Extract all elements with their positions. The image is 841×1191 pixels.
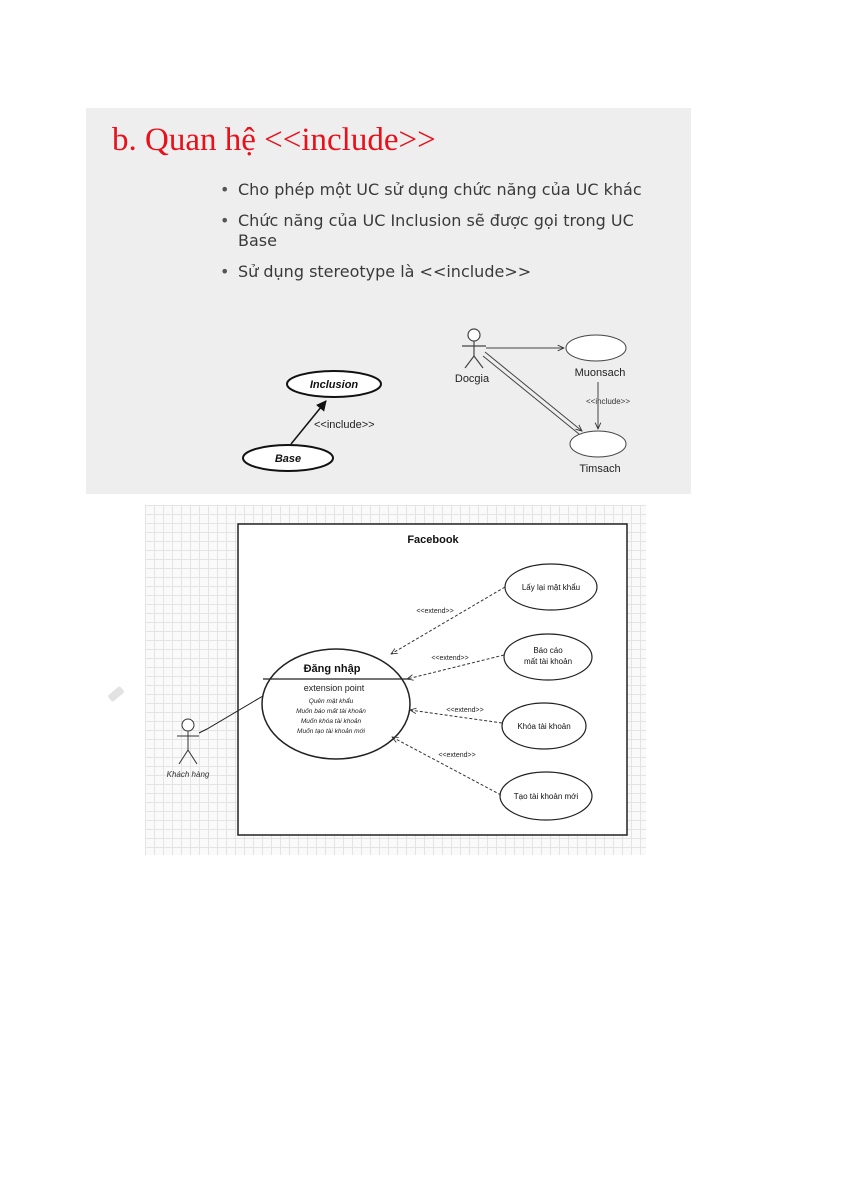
association-timsach-b <box>483 356 579 434</box>
actor-label-docgia: Docgia <box>454 373 490 385</box>
generic-include-diagram <box>243 371 381 471</box>
base-label: Base <box>274 453 302 465</box>
usecase-label-muonsach: Muonsach <box>574 367 626 379</box>
include-arrow-label: <<include>> <box>314 419 375 431</box>
usecase-title-dang-nhap: Đăng nhập <box>303 663 361 675</box>
margin-mark <box>107 686 124 702</box>
bullet-item: • Sử dụng stereotype là <<include>> <box>220 262 660 282</box>
extension-point-heading: extension point <box>303 683 365 693</box>
actor-icon <box>462 329 486 368</box>
usecase-label: Báo cáo <box>533 646 563 655</box>
extension-point-item: Muốn tạo tài khoản mới <box>297 728 365 735</box>
slide-diagrams <box>86 108 691 494</box>
facebook-usecase-diagram <box>145 505 646 855</box>
library-include-diagram <box>455 329 630 475</box>
extend-label: <<extend>> <box>446 707 484 714</box>
usecase-label: mất tài khoản <box>523 657 573 666</box>
extend-label: <<extend>> <box>438 752 476 759</box>
bullet-item: • Cho phép một UC sử dụng chức năng của UC khác <box>220 180 660 200</box>
extension-point-item: Quên mật khẩu <box>308 698 354 705</box>
actor-icon <box>177 719 199 764</box>
usecase-label: Tạo tài khoản mới <box>513 792 579 801</box>
slide-title: b. Quan hệ <<include>> <box>112 122 436 158</box>
usecase-label: Khóa tài khoản <box>517 722 571 731</box>
usecase-label-timsach: Timsach <box>579 463 621 475</box>
usecase-timsach <box>570 431 626 457</box>
association-timsach-a <box>485 352 582 431</box>
slide-include-relationship <box>86 108 691 494</box>
usecase-label: Lấy lại mật khẩu <box>521 583 581 592</box>
extension-point-item: Muốn báo mất tài khoản <box>296 708 366 715</box>
facebook-diagram-svg <box>145 505 646 855</box>
bullet-item: • Chức năng của UC Inclusion sẽ được gọi trong UC Base <box>220 211 660 251</box>
include-label-library: <<include>> <box>585 397 631 406</box>
extend-label: <<extend>> <box>431 655 469 662</box>
extend-label: <<extend>> <box>416 608 454 615</box>
inclusion-label: Inclusion <box>309 379 359 391</box>
usecase-muonsach <box>566 335 626 361</box>
system-title: Facebook <box>407 534 459 546</box>
actor-label-khach-hang: Khách hàng <box>166 770 210 779</box>
extension-point-item: Muốn khóa tài khoản <box>300 718 362 725</box>
